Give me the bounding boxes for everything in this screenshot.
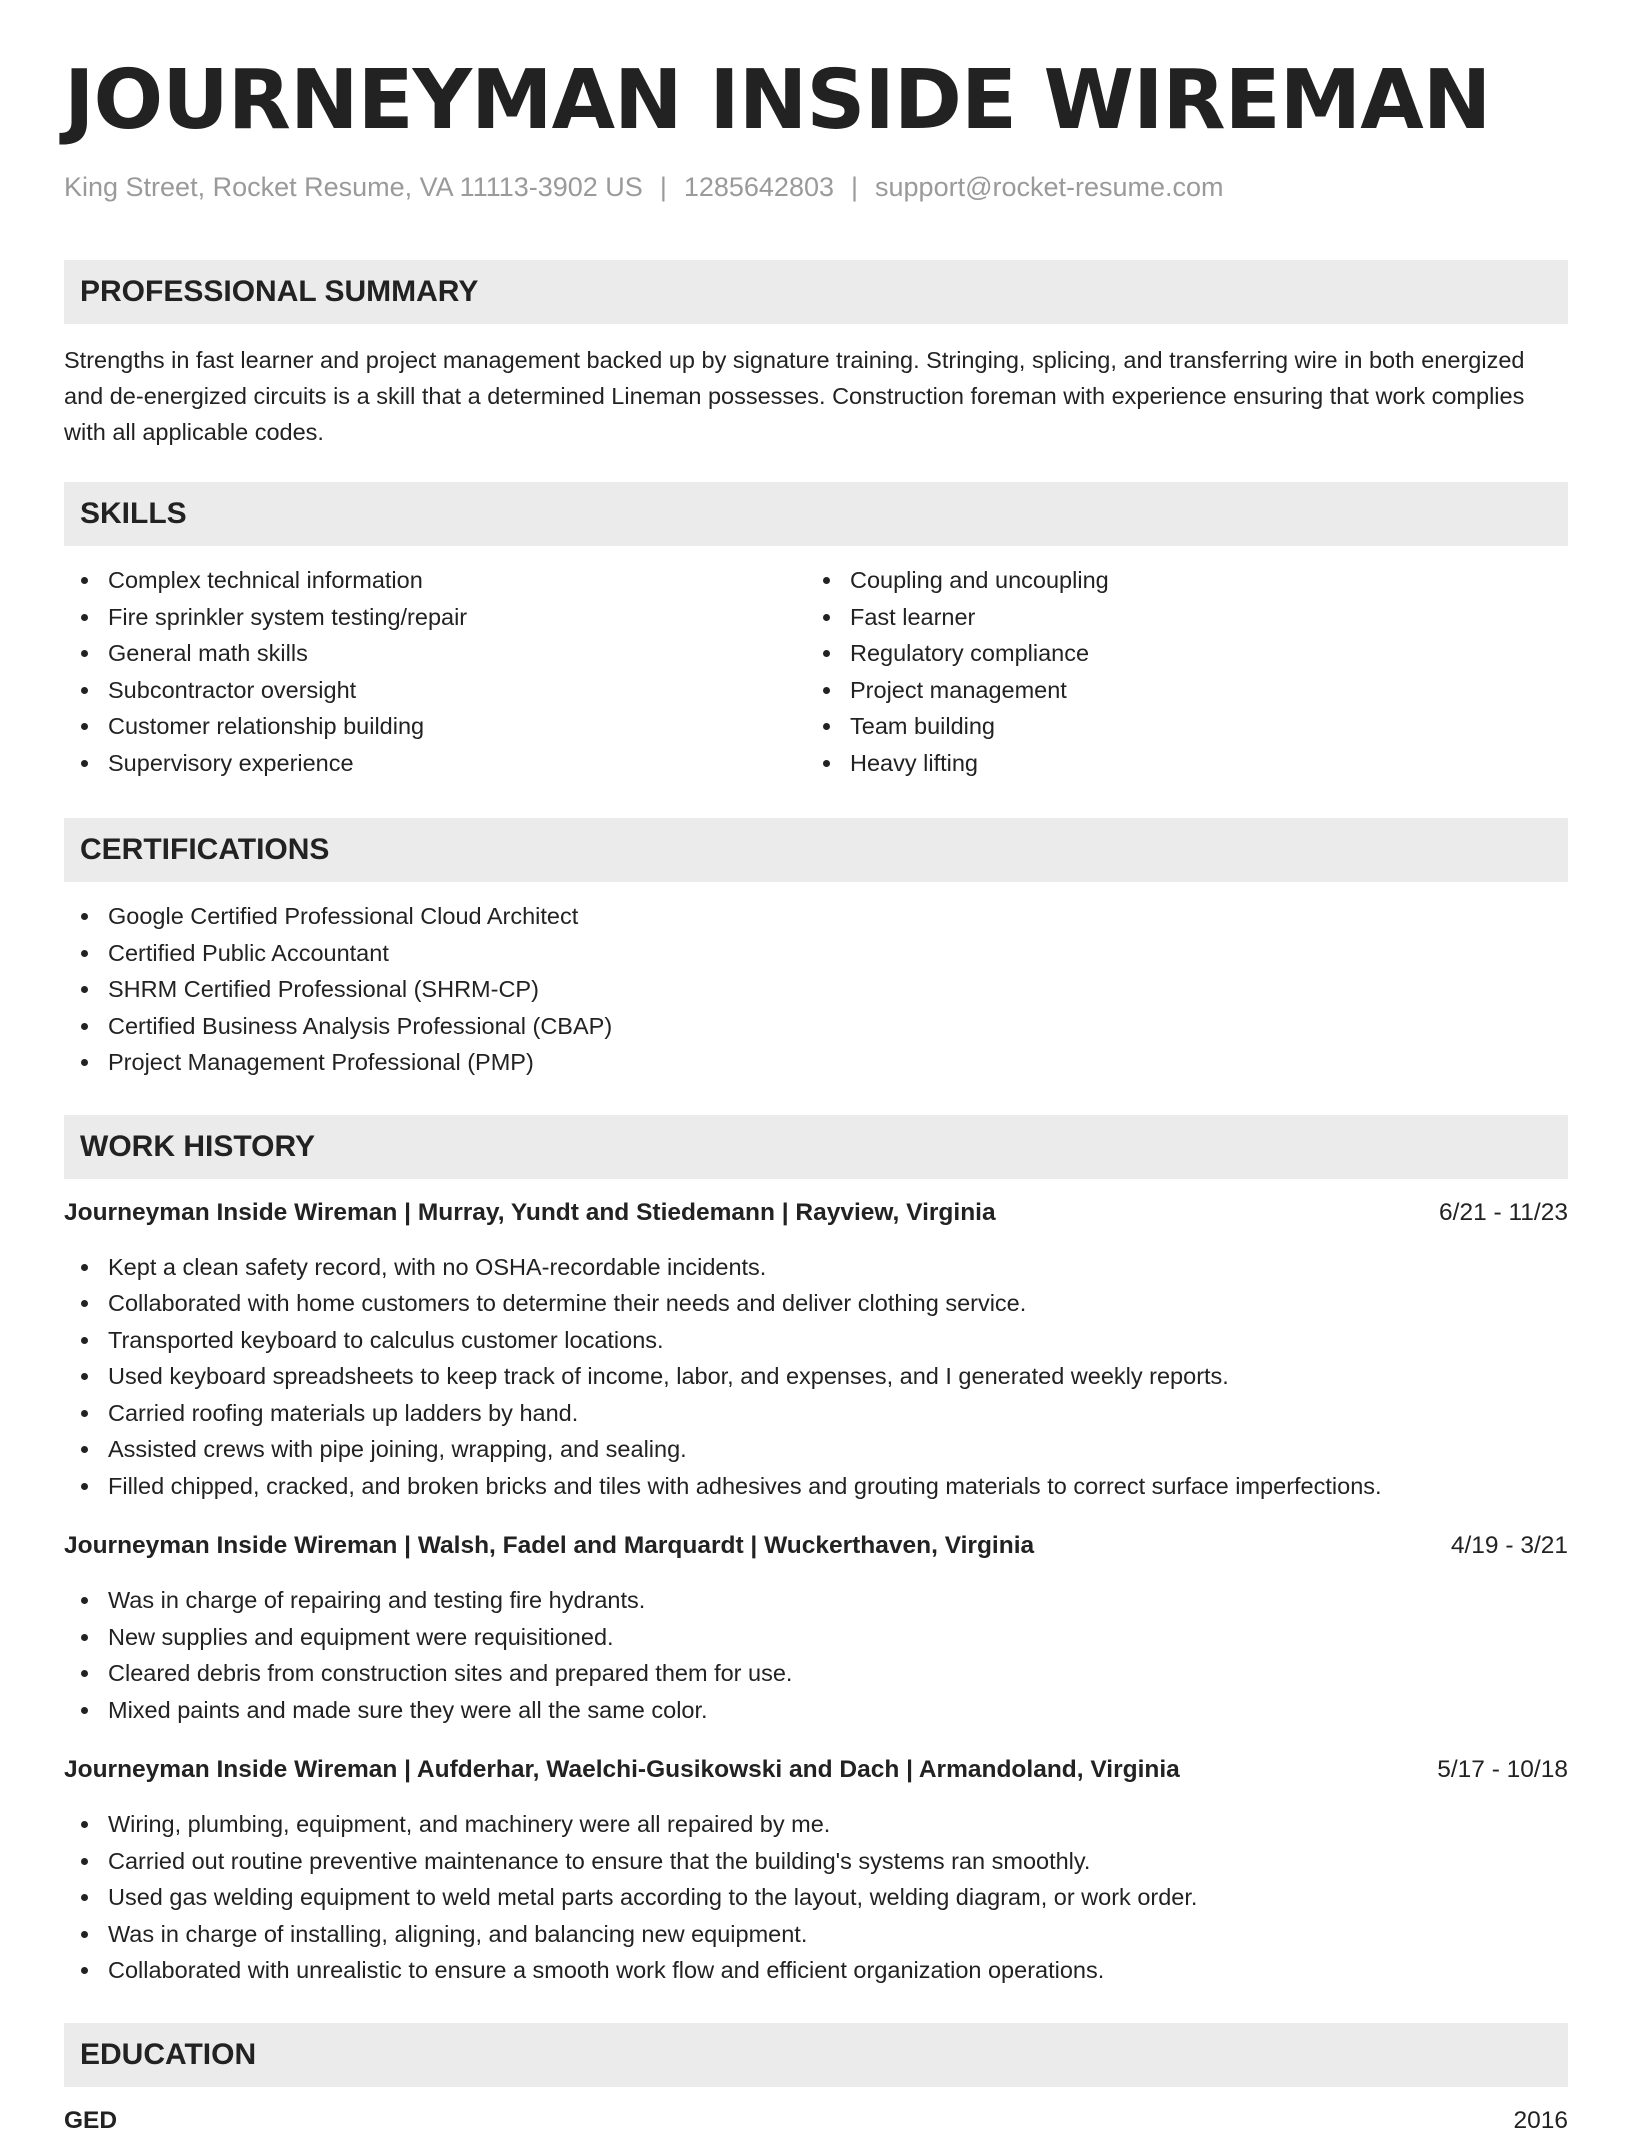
job-duty-item: Was in charge of installing, aligning, and balancing new equipment. [64,1916,1568,1953]
job-duty-item: Transported keyboard to calculus customer locations. [64,1322,1568,1359]
job-duty-item: Mixed paints and made sure they were all the same color. [64,1692,1568,1729]
job-duty-item: Cleared debris from construction sites and prepared them for use. [64,1655,1568,1692]
job-duties-list [64,1582,1568,1728]
contact-address: King Street, Rocket Resume, VA 11113-3902 US [64,172,643,202]
job-duties-list [64,1249,1568,1505]
job-duty-item: Collaborated with unrealistic to ensure a smooth work flow and efficient organization operations. [64,1952,1568,1989]
certification-item: Certified Public Accountant [64,935,1568,972]
job-duty-item: Used gas welding equipment to weld metal parts according to the layout, welding diagram, or work order. [64,1879,1568,1916]
job-duty-item: Carried roofing materials up ladders by hand. [64,1395,1568,1432]
job-duty-item: Wiring, plumbing, equipment, and machinery were all repaired by me. [64,1806,1568,1843]
job-title: Journeyman Inside Wireman | Murray, Yundt and Stiedemann | Rayview, Virginia [64,1198,996,1226]
skills-list-right [806,562,1548,781]
job-heading [64,1754,1568,1786]
skills-list-left [64,562,806,781]
summary-text: Strengths in fast learner and project management backed up by signature training. Stringing, splicing, and transferring wire in both energized and de-energized circuits is a skill that a determined Lineman possesses. Construction foreman with experience ensuring that work complies with all applicable codes. [64,347,1525,445]
certification-item: Certified Business Analysis Professional (CBAP) [64,1008,1568,1045]
certification-item: Google Certified Professional Cloud Architect [64,898,1568,935]
education-degree: GED [64,2106,118,2134]
skill-item: Complex technical information [64,562,806,599]
education-entry [64,2105,1568,2137]
contact-separator: | [851,172,859,202]
job-duty-item: New supplies and equipment were requisitioned. [64,1619,1568,1656]
section-header-work-history: WORK HISTORY [64,1115,1568,1179]
skill-item: Project management [806,672,1548,709]
certifications-list [64,898,1568,1081]
job-duty-item: Carried out routine preventive maintenance to ensure that the building's systems ran smoothly. [64,1843,1568,1880]
certification-item: Project Management Professional (PMP) [64,1044,1568,1081]
job-dates: 6/21 - 11/23 [1439,1198,1568,1226]
job-duty-item: Kept a clean safety record, with no OSHA-recordable incidents. [64,1249,1568,1286]
section-header-education: EDUCATION [64,2023,1568,2087]
job-duty-item: Was in charge of repairing and testing fire hydrants. [64,1582,1568,1619]
job-dates: 4/19 - 3/21 [1450,1532,1568,1559]
skills-grid [64,562,1568,781]
contact-line [64,172,1568,206]
section-header-certifications: CERTIFICATIONS [64,818,1568,882]
job-duty-item: Used keyboard spreadsheets to keep track of income, labor, and expenses, and I generated weekly reports. [64,1358,1568,1395]
skill-item: Supervisory experience [64,745,806,782]
skill-item: General math skills [64,635,806,672]
job-duty-item: Collaborated with home customers to determine their needs and deliver clothing service. [64,1285,1568,1322]
skill-item: Fire sprinkler system testing/repair [64,599,806,636]
education-year: 2016 [1513,2106,1568,2134]
job-heading [64,1530,1568,1562]
job-title: Journeyman Inside Wireman | Walsh, Fadel and Marquardt | Wuckerthaven, Virginia [64,1532,1035,1559]
job-heading [64,1197,1568,1229]
certification-item: SHRM Certified Professional (SHRM-CP) [64,971,1568,1008]
skill-item: Regulatory compliance [806,635,1548,672]
contact-email: support@rocket-resume.com [875,172,1224,202]
candidate-name: JOURNEYMAN INSIDE WIREMAN [64,53,1491,148]
job-duty-item: Filled chipped, cracked, and broken bricks and tiles with adhesives and grouting materials to correct surface imperfections. [64,1468,1568,1505]
skill-item: Customer relationship building [64,708,806,745]
contact-separator: | [659,172,667,202]
skill-item: Team building [806,708,1548,745]
skill-item: Heavy lifting [806,745,1548,782]
skill-item: Fast learner [806,599,1548,636]
job-duties-list [64,1806,1568,1989]
section-header-summary: PROFESSIONAL SUMMARY [64,260,1568,324]
contact-phone: 1285642803 [683,172,834,202]
job-duty-item: Assisted crews with pipe joining, wrapping, and sealing. [64,1431,1568,1468]
skill-item: Subcontractor oversight [64,672,806,709]
job-title: Journeyman Inside Wireman | Aufderhar, Waelchi-Gusikowski and Dach | Armandoland, Virginia [64,1756,1180,1783]
section-header-skills: SKILLS [64,482,1568,546]
skill-item: Coupling and uncoupling [806,562,1548,599]
job-dates: 5/17 - 10/18 [1437,1756,1568,1783]
